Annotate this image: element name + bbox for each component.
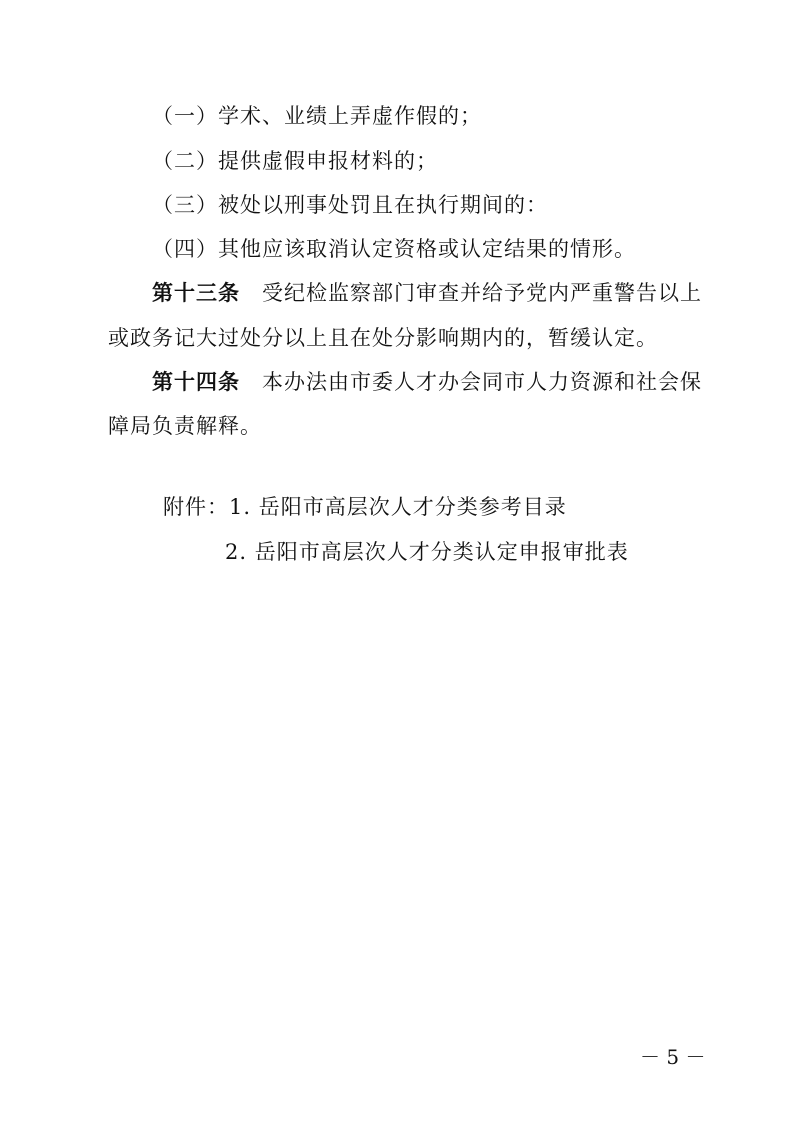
- list-item: （三）被处以刑事处罚且在执行期间的：: [152, 193, 548, 217]
- article-14-first-line: [152, 370, 742, 394]
- attachments-first-line: [163, 495, 753, 519]
- list-item: （二）提供虚假申报材料的；: [152, 149, 438, 173]
- article-13-title: 第十三条: [152, 281, 240, 305]
- article-14-second-line: 障局负责解释。: [108, 414, 262, 438]
- list-item: （一）学术、业绩上弄虚作假的；: [152, 104, 482, 128]
- list-item: （四）其他应该取消认定资格或认定结果的情形。: [152, 237, 636, 261]
- attachment-item: 2. 岳阳市高层次人才分类认定申报审批表: [225, 540, 629, 564]
- article-14-title: 第十四条: [152, 370, 240, 394]
- article-13-second-line: 或政务记大过处分以上且在处分影响期内的，暂缓认定。: [108, 326, 658, 350]
- page-number: － 5 －: [640, 1045, 706, 1069]
- article-14-text: 本办法由市委人才办会同市人力资源和社会保: [262, 370, 702, 394]
- attachments-label: 附件：: [163, 495, 229, 519]
- article-13-text: 受纪检监察部门审查并给予党内严重警告以上: [262, 281, 702, 305]
- attachment-item: 1. 岳阳市高层次人才分类参考目录: [229, 495, 567, 519]
- article-13-first-line: [152, 281, 742, 305]
